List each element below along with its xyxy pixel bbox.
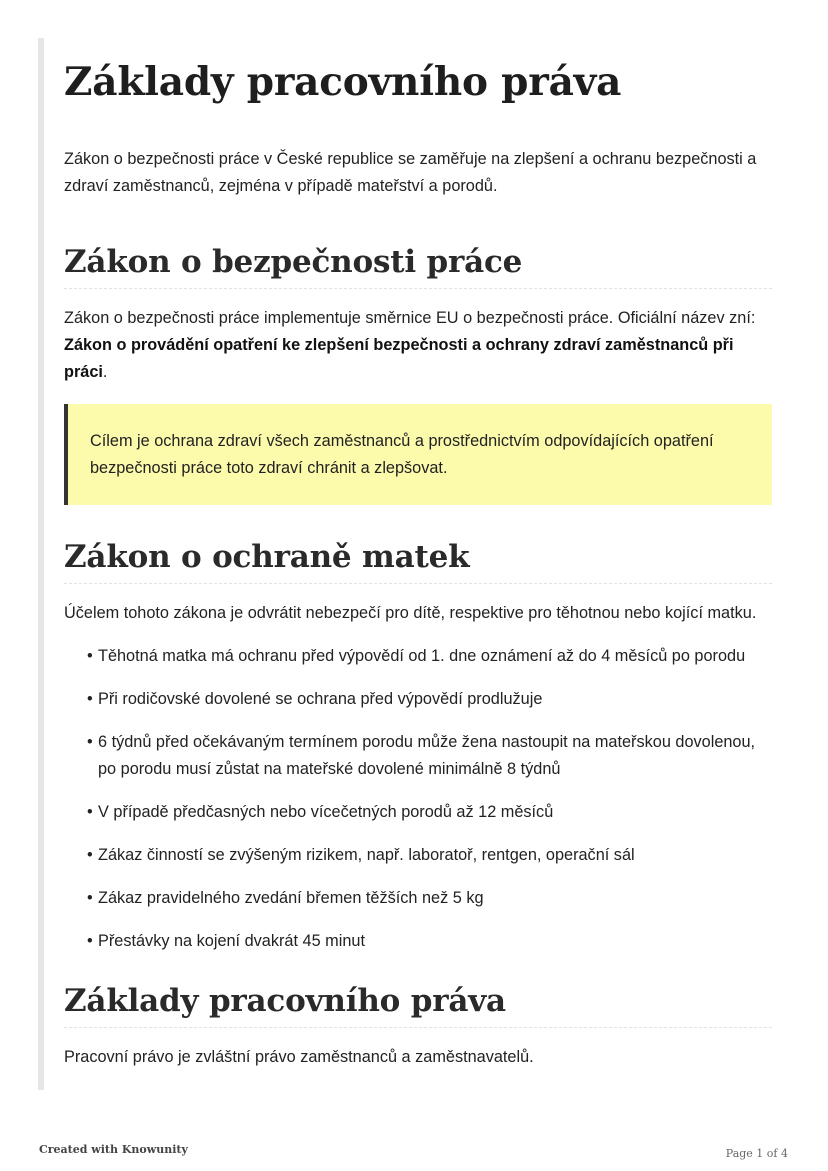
document-content [64, 58, 772, 1071]
list-item-text: Přestávky na kojení dvakrát 45 minut [98, 932, 365, 950]
list-item-text: 6 týdnů před očekávaným termínem porodu může žena nastoupit na mateřskou dovolenou, po porodu musí zůstat na mateřské dovolené minimálně 8 týdnů [98, 733, 756, 778]
bullet-dot: • [87, 846, 93, 864]
list-item [64, 799, 772, 826]
section-heading-zaklady: Základy pracovního práva [64, 981, 772, 1028]
list-item [64, 686, 772, 713]
list-item [64, 928, 772, 955]
bullet-dot: • [87, 733, 93, 751]
section-heading-ochrana-matek: Zákon o ochraně matek [64, 537, 772, 584]
bullet-dot: • [87, 932, 93, 950]
bullet-dot: • [87, 803, 93, 821]
footer-page-indicator: Page 1 of 4 [725, 1147, 788, 1160]
list-item [64, 729, 772, 783]
list-item-text: V případě předčasných nebo vícečetných porodů až 12 měsíců [98, 803, 554, 821]
callout-box [64, 404, 772, 505]
section-bezpecnost-paragraph [64, 305, 772, 386]
section-zaklady-paragraph: Pracovní právo je zvláštní právo zaměstnanců a zaměstnavatelů. [64, 1048, 534, 1066]
intro-paragraph: Zákon o bezpečnosti práce v České republice se zaměřuje na zlepšení a ochranu bezpečnosti a zdraví zaměstnanců, zejména v případě mateřství a porodů. [64, 150, 757, 195]
footer-created-with: Created with Knowunity [39, 1143, 188, 1156]
page-title: Základy pracovního práva [64, 59, 622, 105]
list-item [64, 643, 772, 670]
section-bezpecnost-text: Zákon o bezpečnosti práce implementuje směrnice EU o bezpečnosti práce. Oficiální název zní: [64, 309, 756, 327]
list-item-text: Při rodičovské dovolené se ochrana před výpovědí prodlužuje [98, 690, 543, 708]
bullet-list [64, 643, 772, 955]
list-item [64, 885, 772, 912]
sentence-period: . [102, 363, 108, 381]
section-heading-bezpecnost: Zákon o bezpečnosti práce [64, 242, 772, 289]
list-item-text: Těhotná matka má ochranu před výpovědí od 1. dne oznámení až do 4 měsíců po porodu [98, 647, 746, 665]
bullet-dot: • [87, 647, 93, 665]
bullet-dot: • [87, 690, 93, 708]
bullet-dot: • [87, 889, 93, 907]
list-item-text: Zákaz činností se zvýšeným rizikem, např. laboratoř, rentgen, operační sál [98, 846, 635, 864]
section-ochrana-matek-paragraph: Účelem tohoto zákona je odvrátit nebezpečí pro dítě, respektive pro těhotnou nebo kojící matku. [64, 604, 757, 622]
list-item [64, 842, 772, 869]
callout-text: Cílem je ochrana zdraví všech zaměstnanců a prostřednictvím odpovídajících opatření bezpečnosti práce toto zdraví chránit a zlepšovat. [90, 432, 714, 477]
official-name-bold: Zákon o provádění opatření ke zlepšení bezpečnosti a ochrany zdraví zaměstnanců při práci [64, 336, 734, 381]
page-left-border [38, 38, 44, 1090]
list-item-text: Zákaz pravidelného zvedání břemen těžších než 5 kg [98, 889, 484, 907]
